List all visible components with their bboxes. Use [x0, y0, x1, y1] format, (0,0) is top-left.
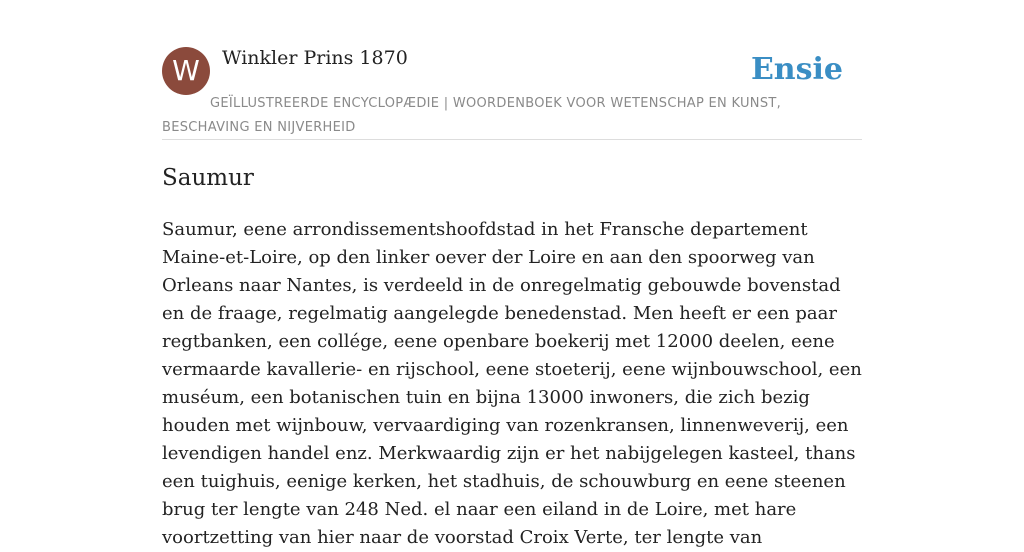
- article-body: Saumur, eene arrondissementshoofdstad in het Fransche departement Maine-et-Loire, op den linker oever der Loire en aan den spoorweg van Orleans naar Nantes, is verdeeld in de onregelmatig gebouwde bovenstad en de fraage, regelmatig aangelegde benedenstad. Men heeft er een paar regtbanken, een collége, eene openbare boekerij met 12000 deelen, eene vermaarde kavallerie- en rijschool, eene stoeterij, eene wijnbouwschool, een muséum, een botanischen tuin en bijna 13000 inwoners, die zich bezig houden met wijnbouw, vervaardiging van rozenkransen, linnenweverij, een levendigen handel enz. Merkwaardig zijn er het nabijgelegen kasteel, thans een tuighuis, eenige kerken, het stadhuis, de schouwburg en eene steenen brug ter lengte van 248 Ned. el naar een eiland in de Loire, met hare voortzetting van hier naar de voorstad Croix Verte, ter lengte van: [162, 219, 862, 548]
- source-title[interactable]: Winkler Prins 1870: [222, 47, 408, 69]
- ensie-logo[interactable]: Ensie: [750, 52, 843, 87]
- article-title: Saumur: [162, 165, 254, 191]
- header-divider: [162, 139, 862, 140]
- source-avatar[interactable]: W: [162, 47, 210, 95]
- source-subtitle: GEÏLLUSTREERDE ENCYCLOPÆDIE | WOORDENBOEK VOOR WETENSCHAP EN KUNST, BESCHAVING EN NIJVERHEID: [162, 96, 782, 135]
